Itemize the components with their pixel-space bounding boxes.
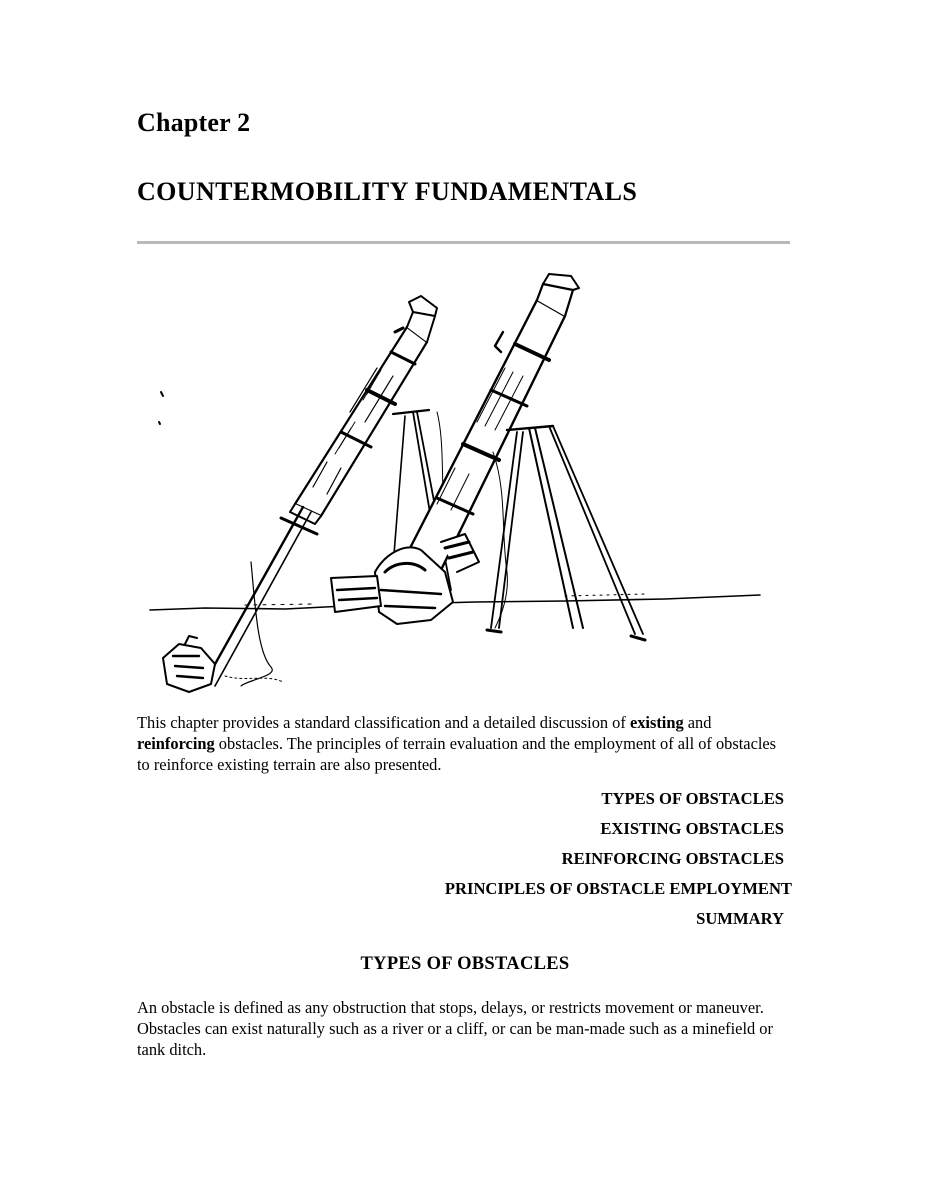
intro-text-3: obstacles. The principles of terrain evaluation and the employment of all of obstacles to reinforce existing terrain are also presented.	[137, 734, 777, 774]
contents-item-principles: PRINCIPLES OF OBSTACLE EMPLOYMENT	[444, 879, 792, 898]
section-paragraph: An obstacle is defined as any obstruction that stops, delays, or restricts movement or maneuver. Obstacles can exist naturally such as a river or a cliff, or can be man-made such as a minefield or tank ditch.	[137, 998, 773, 1059]
intro-text-1: This chapter provides a standard classification and a detailed discussion of	[137, 713, 630, 732]
chapter-label: Chapter 2	[137, 108, 251, 137]
intro-paragraph	[137, 712, 787, 775]
mortar-launchers-sketch-icon	[145, 272, 767, 708]
section-heading: TYPES OF OBSTACLES	[360, 954, 570, 974]
contents-item-reinforcing: REINFORCING OBSTACLES	[561, 849, 784, 868]
intro-bold-existing: existing	[629, 713, 684, 732]
contents-item-summary: SUMMARY	[696, 909, 784, 928]
title-divider	[137, 241, 790, 244]
contents-item-existing: EXISTING OBSTACLES	[600, 819, 784, 838]
intro-bold-reinforcing: reinforcing	[137, 734, 215, 753]
contents-item-types: TYPES OF OBSTACLES	[601, 789, 784, 808]
chapter-title: COUNTERMOBILITY FUNDAMENTALS	[137, 177, 638, 206]
chapter-contents-list	[444, 784, 792, 934]
intro-text-2: and	[683, 713, 712, 732]
